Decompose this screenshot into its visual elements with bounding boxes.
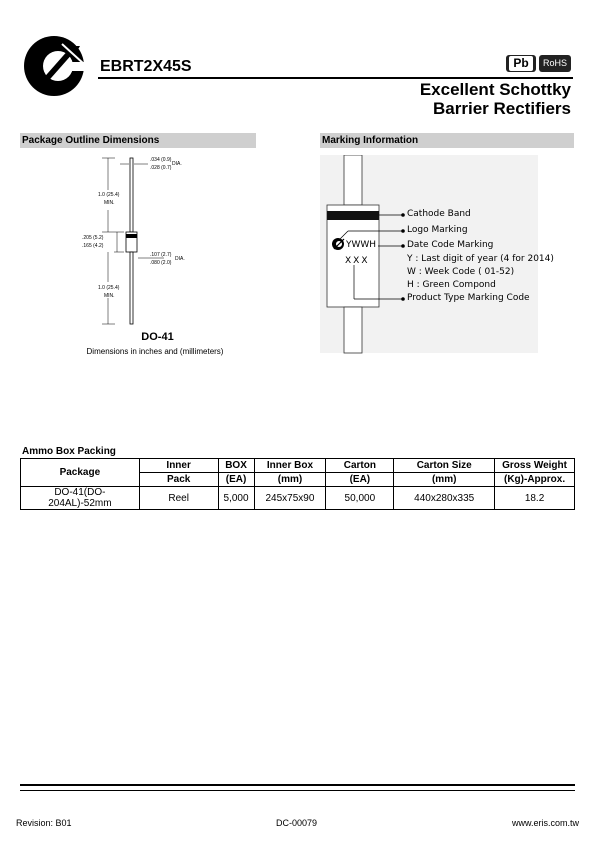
cell-carton: 50,000 (326, 487, 394, 510)
cell-box: 5,000 (218, 487, 254, 510)
header-inner-unit: Pack (139, 473, 218, 487)
cell-package: DO-41(DO-204AL)-52mm (21, 487, 140, 510)
body-date-code: YWWH (346, 240, 377, 250)
header-package: Package (21, 459, 140, 487)
header-rule (98, 77, 573, 79)
lead-dia-label: DIA. (172, 161, 182, 167)
label-year: Y : Last digit of year (4 for 2014) (407, 254, 554, 264)
table-header-row-1 (21, 459, 575, 473)
footer-rule-thin (20, 790, 575, 791)
header-box: BOX (218, 459, 254, 473)
package-name: DO-41 (141, 331, 174, 343)
pb-free-badge: Pb (506, 55, 536, 72)
document-number: DC-00079 (276, 818, 318, 828)
header-carton-size-unit: (mm) (394, 473, 495, 487)
label-date-code: Date Code Marking (407, 240, 494, 250)
header-inner-box: Inner Box (254, 459, 326, 473)
body-dia-min: .080 (2.0) (150, 260, 172, 266)
header-inner-box-unit: (mm) (254, 473, 326, 487)
label-green: H : Green Compond (407, 280, 496, 290)
header-carton-unit: (EA) (326, 473, 394, 487)
body-product-code: XXX (345, 256, 370, 266)
packing-table (20, 458, 575, 510)
header-inner: Inner (139, 459, 218, 473)
body-dia-label: DIA. (175, 256, 185, 262)
cell-inner-box: 245x75x90 (254, 487, 326, 510)
part-number: EBRT2X45S (100, 58, 192, 75)
body-length-min: .165 (4.2) (82, 243, 104, 249)
bottom-lead-length: 1.0 (25.4) (98, 285, 120, 291)
marking-section-title: Marking Information (320, 133, 574, 148)
dimensions-note: Dimensions in inches and (millimeters) (86, 347, 224, 356)
footer-rule-thick (20, 784, 575, 786)
rohs-badge: RoHS (539, 55, 571, 72)
do41-outline-drawing (60, 150, 260, 340)
header-gross-weight: Gross Weight (495, 459, 575, 473)
label-logo-marking: Logo Marking (407, 225, 468, 235)
lead-dia-max: .034 (0.9) (150, 157, 172, 163)
header-gross-weight-unit: (Kg)-Approx. (495, 473, 575, 487)
cell-carton-size: 440x280x335 (394, 487, 495, 510)
revision: Revision: B01 (16, 818, 72, 828)
header-carton: Carton (326, 459, 394, 473)
header-box-unit: (EA) (218, 473, 254, 487)
title-line-1: Excellent Schottky (419, 80, 571, 99)
top-lead-length: 1.0 (25.4) (98, 192, 120, 198)
body-dia-max: .107 (2.7) (150, 252, 172, 258)
cell-gross-weight: 18.2 (495, 487, 575, 510)
top-lead-min: MIN. (104, 200, 115, 206)
website-link[interactable]: www.eris.com.tw (511, 818, 579, 828)
title-line-2: Barrier Rectifiers (433, 99, 571, 118)
document-title (420, 80, 571, 118)
body-length-max: .205 (5.2) (82, 235, 104, 241)
cell-inner: Reel (139, 487, 218, 510)
lead-dia-min: .028 (0.7) (150, 165, 172, 171)
table-row (21, 487, 575, 510)
header-carton-size: Carton Size (394, 459, 495, 473)
bottom-lead-min: MIN. (104, 293, 115, 299)
outline-section-title: Package Outline Dimensions (20, 133, 256, 148)
company-logo (18, 26, 94, 102)
label-cathode-band: Cathode Band (407, 209, 471, 219)
label-product-code: Product Type Marking Code (407, 293, 530, 303)
label-week: W : Week Code ( 01-52) (407, 267, 515, 277)
packing-title: Ammo Box Packing (22, 446, 116, 457)
